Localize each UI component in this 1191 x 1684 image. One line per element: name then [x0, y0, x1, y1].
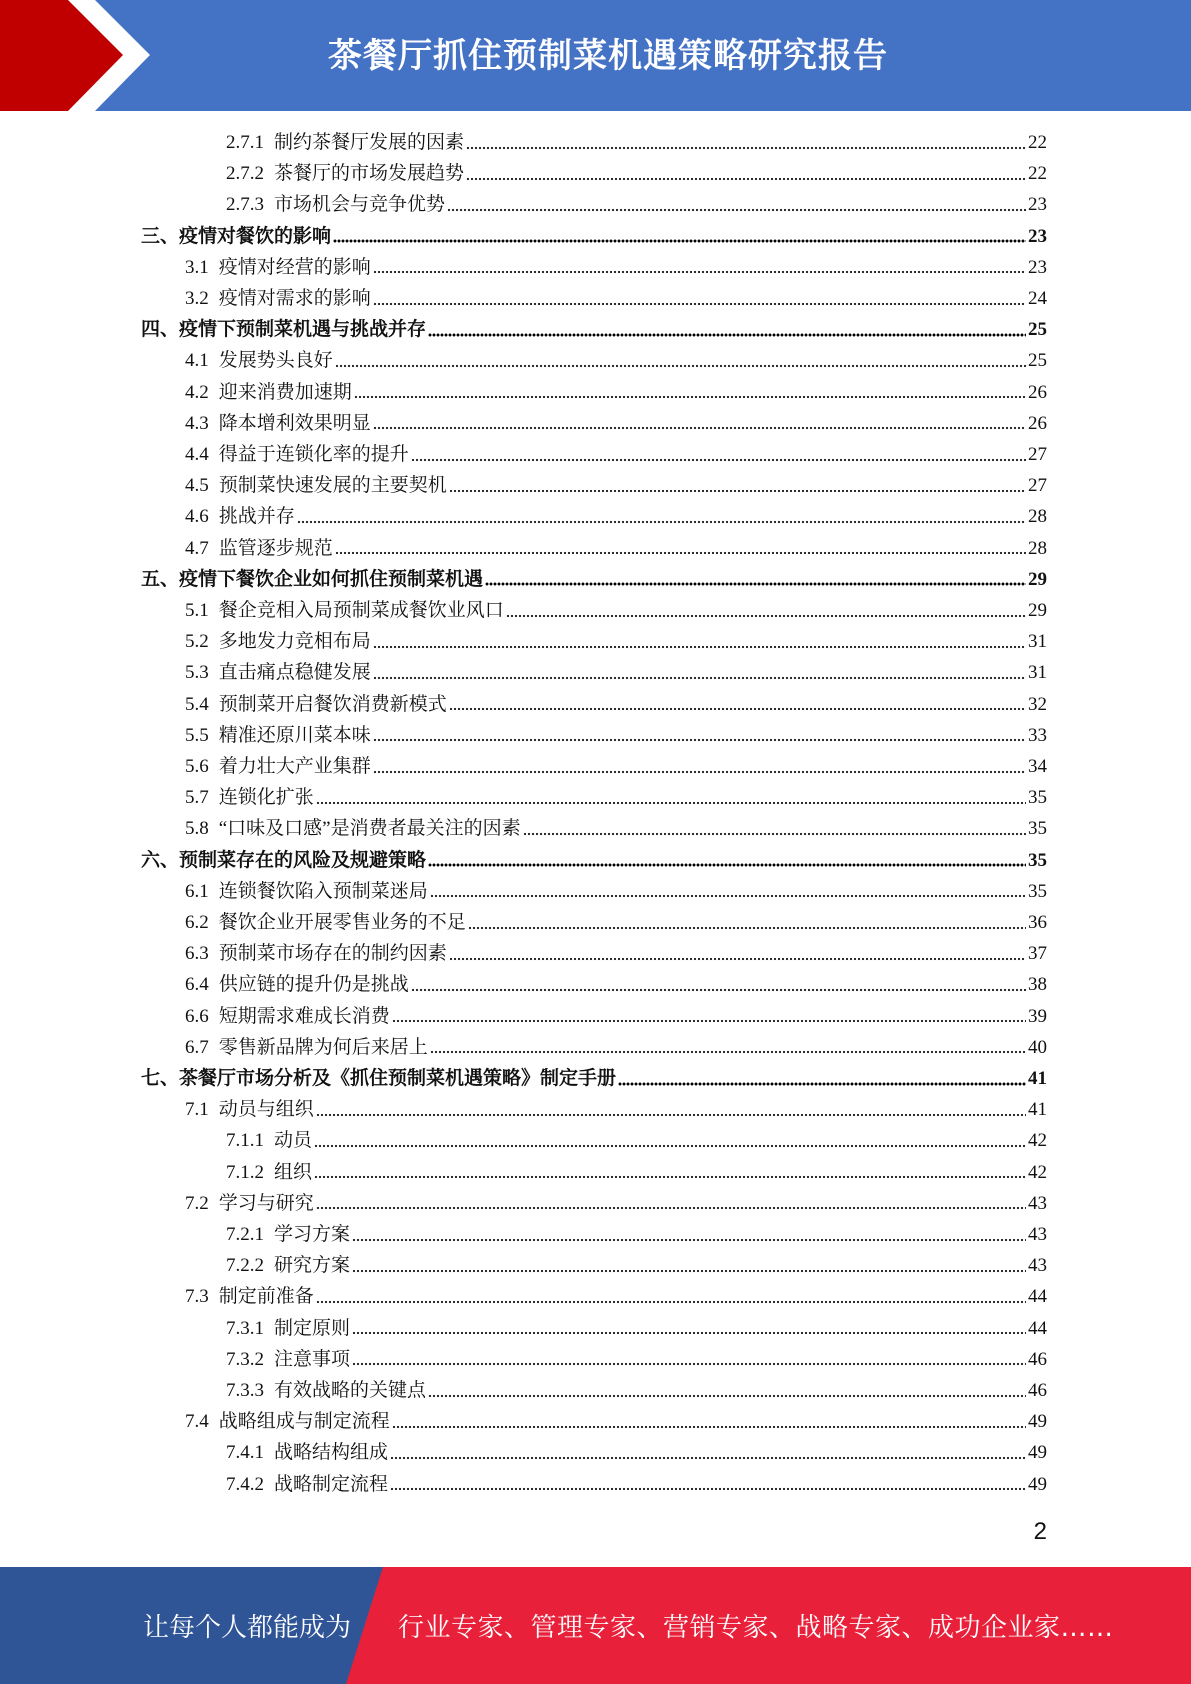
toc-entry-label: 疫情对需求的影响	[218, 288, 371, 309]
toc-entry-number: 6.2	[185, 912, 209, 933]
toc-dot-leader	[466, 146, 1026, 150]
toc-entry[interactable]	[185, 595, 1047, 626]
page-footer	[0, 1567, 1191, 1684]
toc-entry-number: 5.7	[185, 787, 209, 809]
toc-entry-label: 组织	[274, 1161, 313, 1183]
toc-entry-page: 23	[1028, 225, 1047, 247]
toc-entry[interactable]	[185, 876, 1047, 907]
toc-entry-number: 2.7.1	[226, 132, 264, 153]
toc-dot-leader	[335, 551, 1026, 555]
toc-entry[interactable]	[185, 626, 1047, 657]
toc-entry[interactable]	[185, 907, 1047, 938]
toc-entry-label: 精准还原川菜本味	[218, 724, 371, 746]
toc-entry-label: 制约茶餐厅发展的因素	[274, 132, 465, 153]
toc-entry[interactable]	[226, 127, 1047, 158]
toc-dot-leader	[314, 1144, 1026, 1148]
toc-entry-number: 3.1	[185, 256, 209, 278]
toc-entry-page: 35	[1028, 849, 1047, 871]
toc-entry-label: 战略结构组成	[274, 1442, 389, 1464]
toc-entry[interactable]	[226, 1375, 1047, 1406]
toc-entry-label: 预制菜开启餐饮消费新模式	[218, 693, 447, 715]
toc-entry-number: 四、	[141, 319, 180, 341]
toc-entry-label: 注意事项	[274, 1348, 351, 1370]
toc-entry-label: “口味及口感”是消费者最关注的因素	[218, 818, 521, 840]
toc-entry-number: 4.5	[185, 475, 209, 497]
toc-dot-leader	[449, 489, 1026, 493]
toc-entry[interactable]	[226, 1125, 1047, 1156]
toc-entry[interactable]	[185, 377, 1047, 408]
page-header	[0, 0, 1191, 111]
toc-entry-page: 25	[1028, 319, 1047, 341]
toc-entry[interactable]	[185, 1281, 1047, 1312]
toc-entry[interactable]	[226, 1219, 1047, 1250]
toc-dot-leader	[411, 458, 1026, 462]
toc-entry-label: 零售新品牌为何后来居上	[218, 1036, 428, 1058]
toc-entry-page: 28	[1028, 537, 1047, 559]
toc-entry-number: 7.1.1	[226, 1130, 264, 1152]
toc-entry-page: 26	[1028, 381, 1047, 403]
toc-entry-page: 31	[1028, 631, 1047, 653]
toc-entry-page: 24	[1028, 288, 1047, 309]
toc-entry-number: 4.6	[185, 506, 209, 528]
toc-entry-label: 战略组成与制定流程	[218, 1411, 390, 1433]
toc-entry-label: 迎来消费加速期	[218, 381, 352, 403]
toc-dot-leader	[354, 395, 1026, 399]
toc-dot-leader	[447, 208, 1026, 212]
toc-entry-page: 29	[1028, 568, 1047, 590]
toc-entry-number: 7.4.1	[226, 1442, 264, 1464]
toc-entry-number: 6.6	[185, 1005, 209, 1027]
toc-entry[interactable]	[141, 845, 1047, 876]
toc-entry-page: 35	[1028, 818, 1047, 840]
toc-entry-page: 35	[1028, 880, 1047, 902]
toc-entry[interactable]	[185, 689, 1047, 720]
toc-entry-page: 26	[1028, 412, 1047, 434]
toc-dot-leader	[373, 645, 1026, 649]
toc-entry[interactable]	[141, 564, 1047, 595]
toc-entry-page: 49	[1028, 1411, 1047, 1433]
toc-entry[interactable]	[185, 1094, 1047, 1125]
toc-entry-label: 预制菜快速发展的主要契机	[218, 475, 447, 497]
toc-entry-label: 动员与组织	[218, 1099, 314, 1121]
toc-entry-label: 有效战略的关键点	[274, 1380, 427, 1401]
toc-dot-leader	[392, 1425, 1026, 1429]
toc-entry-label: 战略制定流程	[274, 1473, 389, 1495]
toc-entry-page: 35	[1028, 787, 1047, 809]
toc-entry-number: 7.1	[185, 1099, 209, 1121]
toc-entry-number: 4.1	[185, 350, 209, 372]
toc-entry-page: 27	[1028, 475, 1047, 497]
toc-dot-leader	[373, 302, 1026, 306]
toc-dot-leader	[485, 582, 1026, 586]
toc-entry[interactable]	[185, 782, 1047, 813]
toc-entry-page: 23	[1028, 256, 1047, 278]
toc-entry-page: 28	[1028, 506, 1047, 528]
toc-entry-page: 43	[1028, 1255, 1047, 1277]
toc-entry-number: 7.3	[185, 1286, 209, 1308]
toc-entry-number: 三、	[141, 225, 180, 247]
toc-entry-number: 3.2	[185, 288, 209, 309]
toc-entry[interactable]	[141, 314, 1047, 345]
toc-dot-leader	[618, 1082, 1026, 1086]
toc-entry-page: 49	[1028, 1442, 1047, 1464]
toc-entry-label: 发展势头良好	[218, 350, 333, 372]
toc-entry-page: 27	[1028, 444, 1047, 465]
toc-entry-page: 42	[1028, 1130, 1047, 1152]
toc-entry-page: 39	[1028, 1005, 1047, 1027]
toc-entry-number: 4.2	[185, 381, 209, 403]
toc-entry-number: 5.2	[185, 631, 209, 653]
toc-entry-label: 学习方案	[274, 1224, 351, 1245]
toc-entry-label: 制定原则	[274, 1317, 351, 1339]
toc-entry[interactable]	[185, 813, 1047, 844]
toc-dot-leader	[373, 738, 1026, 742]
toc-dot-leader	[392, 1019, 1026, 1023]
toc-dot-leader	[506, 614, 1026, 618]
toc-entry-label: 连锁化扩张	[218, 787, 314, 809]
toc-entry-label: 得益于连锁化率的提升	[218, 444, 409, 465]
toc-dot-leader	[373, 676, 1026, 680]
toc-entry[interactable]	[226, 1250, 1047, 1281]
toc-entry-number: 7.2.2	[226, 1255, 264, 1277]
toc-entry-label: 供应链的提升仍是挑战	[218, 974, 409, 996]
toc-entry-label: 市场机会与竞争优势	[274, 194, 446, 216]
toc-entry-number: 5.6	[185, 756, 209, 777]
toc-entry[interactable]	[185, 1188, 1047, 1219]
toc-entry-label: 研究方案	[274, 1255, 351, 1277]
toc-entry-label: 短期需求难成长消费	[218, 1005, 390, 1027]
toc-entry[interactable]	[185, 657, 1047, 688]
toc-entry-number: 七、	[141, 1068, 180, 1089]
toc-dot-leader	[316, 801, 1026, 805]
footer-slogan-right: 行业专家、管理专家、营销专家、战略专家、成功企业家……	[398, 1613, 1114, 1643]
toc-entry-label: 餐企竞相入局预制菜成餐饮业风口	[218, 600, 504, 621]
toc-entry-label: 直击痛点稳健发展	[218, 662, 371, 684]
toc-dot-leader	[390, 1487, 1026, 1491]
toc-entry[interactable]	[185, 501, 1047, 532]
toc-entry[interactable]	[141, 1063, 1047, 1094]
toc-entry[interactable]	[226, 1344, 1047, 1375]
toc-dot-leader	[352, 1331, 1026, 1335]
toc-entry-label: 制定前准备	[218, 1286, 314, 1308]
toc-entry-label: 预制菜市场存在的制约因素	[218, 943, 447, 965]
toc-entry-page: 33	[1028, 724, 1047, 746]
page-number: 2	[1033, 1518, 1047, 1545]
toc-dot-leader	[314, 1175, 1026, 1179]
toc-entry[interactable]	[185, 969, 1047, 1000]
toc-entry-page: 44	[1028, 1317, 1047, 1339]
toc-entry-page: 41	[1028, 1068, 1047, 1089]
toc-entry-label: 挑战并存	[218, 506, 295, 528]
toc-entry[interactable]	[226, 158, 1047, 189]
toc-dot-leader	[352, 1238, 1026, 1242]
toc-entry-number: 7.2.1	[226, 1224, 264, 1245]
toc-dot-leader	[297, 520, 1026, 524]
toc-entry-number: 7.3.3	[226, 1380, 264, 1401]
toc-dot-leader	[316, 1206, 1026, 1210]
toc-entry-label: 疫情下餐饮企业如何抓住预制菜机遇	[179, 568, 484, 590]
toc-entry[interactable]	[185, 1001, 1047, 1032]
toc-entry[interactable]	[226, 189, 1047, 220]
toc-entry-number: 4.3	[185, 412, 209, 434]
toc-entry[interactable]	[185, 938, 1047, 969]
toc-entry-label: 茶餐厅的市场发展趋势	[274, 163, 465, 185]
toc-entry[interactable]	[185, 751, 1047, 782]
toc-entry[interactable]	[185, 283, 1047, 314]
toc-entry-number: 7.4	[185, 1411, 209, 1433]
toc-dot-leader	[352, 1362, 1026, 1366]
toc-entry-label: 疫情对经营的影响	[218, 256, 371, 278]
toc-dot-leader	[316, 1300, 1026, 1304]
toc-dot-leader	[411, 988, 1026, 992]
toc-entry-number: 5.4	[185, 693, 209, 715]
toc-entry-page: 29	[1028, 600, 1047, 621]
toc-entry-number: 5.1	[185, 600, 209, 621]
toc-entry-page: 37	[1028, 943, 1047, 965]
toc-entry[interactable]	[226, 1157, 1047, 1188]
toc-entry-page: 31	[1028, 662, 1047, 684]
toc-dot-leader	[428, 1394, 1026, 1398]
toc-dot-leader	[428, 333, 1026, 337]
toc-entry-page: 46	[1028, 1348, 1047, 1370]
toc-entry-number: 4.7	[185, 537, 209, 559]
toc-dot-leader	[428, 863, 1026, 867]
toc-entry-page: 44	[1028, 1286, 1047, 1308]
toc-dot-leader	[468, 926, 1026, 930]
toc-entry-number: 7.3.2	[226, 1348, 264, 1370]
toc-dot-leader	[466, 177, 1026, 181]
toc-entry-label: 着力壮大产业集群	[218, 756, 371, 777]
toc-entry-label: 预制菜存在的风险及规避策略	[179, 849, 427, 871]
toc-entry[interactable]	[185, 1032, 1047, 1063]
toc-entry[interactable]	[185, 533, 1047, 564]
toc-entry-label: 茶餐厅市场分析及《抓住预制菜机遇策略》制定手册	[179, 1068, 617, 1089]
toc-entry-page: 36	[1028, 912, 1047, 933]
toc-entry-label: 连锁餐饮陷入预制菜迷局	[218, 880, 428, 902]
toc-entry-page: 43	[1028, 1192, 1047, 1214]
toc-dot-leader	[352, 1269, 1026, 1273]
toc-dot-leader	[390, 1456, 1026, 1460]
toc-entry-number: 5.3	[185, 662, 209, 684]
toc-entry-number: 7.3.1	[226, 1317, 264, 1339]
toc-dot-leader	[430, 1050, 1026, 1054]
toc-dot-leader	[523, 832, 1026, 836]
toc-entry[interactable]	[185, 345, 1047, 376]
toc-entry[interactable]	[226, 1437, 1047, 1468]
toc-entry-number: 五、	[141, 568, 180, 590]
toc-entry-number: 六、	[141, 849, 180, 871]
toc-dot-leader	[316, 1113, 1026, 1117]
toc-entry-page: 41	[1028, 1099, 1047, 1121]
toc-entry[interactable]	[141, 221, 1047, 252]
toc-entry-number: 2.7.2	[226, 163, 264, 185]
toc-dot-leader	[449, 957, 1026, 961]
toc-entry-page: 34	[1028, 756, 1047, 777]
toc-entry[interactable]	[185, 408, 1047, 439]
toc-entry-number: 7.1.2	[226, 1161, 264, 1183]
toc-entry-page: 22	[1028, 132, 1047, 153]
toc-entry-label: 疫情下预制菜机遇与挑战并存	[179, 319, 427, 341]
toc-dot-leader	[449, 707, 1026, 711]
toc-entry-label: 降本增利效果明显	[218, 412, 371, 434]
toc-entry-number: 6.4	[185, 974, 209, 996]
toc-entry-number: 2.7.3	[226, 194, 264, 216]
toc-entry[interactable]	[185, 439, 1047, 470]
toc-entry-label: 疫情对餐饮的影响	[179, 225, 332, 247]
toc-entry[interactable]	[185, 252, 1047, 283]
toc-entry[interactable]	[185, 1406, 1047, 1437]
toc-dot-leader	[430, 894, 1026, 898]
toc-entry-number: 5.5	[185, 724, 209, 746]
toc-entry-page: 42	[1028, 1161, 1047, 1183]
footer-slogan-left: 让每个人都能成为	[143, 1613, 352, 1643]
toc-dot-leader	[335, 364, 1026, 368]
toc-entry-page: 43	[1028, 1224, 1047, 1245]
toc-entry-page: 32	[1028, 693, 1047, 715]
toc-entry-page: 49	[1028, 1473, 1047, 1495]
toc-entry[interactable]	[185, 470, 1047, 501]
toc-entry-number: 7.2	[185, 1192, 209, 1214]
toc-entry-number: 6.1	[185, 880, 209, 902]
toc-entry-page: 40	[1028, 1036, 1047, 1058]
toc-entry-number: 6.3	[185, 943, 209, 965]
toc-entry[interactable]	[226, 1313, 1047, 1344]
toc-entry-label: 学习与研究	[218, 1192, 314, 1214]
toc-entry-label: 监管逐步规范	[218, 537, 333, 559]
toc-dot-leader	[333, 239, 1026, 243]
toc-entry[interactable]	[185, 720, 1047, 751]
toc-dot-leader	[373, 270, 1026, 274]
toc-entry-page: 46	[1028, 1380, 1047, 1401]
toc-dot-leader	[373, 770, 1026, 774]
toc-entry-page: 22	[1028, 163, 1047, 185]
toc-entry-label: 餐饮企业开展零售业务的不足	[218, 912, 466, 933]
toc-entry-page: 38	[1028, 974, 1047, 996]
toc-entry-label: 动员	[274, 1130, 313, 1152]
toc-entry-number: 4.4	[185, 444, 209, 465]
toc-entry[interactable]	[226, 1469, 1047, 1500]
toc-entry-label: 多地发力竞相布局	[218, 631, 371, 653]
toc-entry-number: 6.7	[185, 1036, 209, 1058]
toc-entry-number: 7.4.2	[226, 1473, 264, 1495]
toc-dot-leader	[373, 426, 1026, 430]
toc-entry-number: 5.8	[185, 818, 209, 840]
report-title: 茶餐厅抓住预制菜机遇策略研究报告	[328, 36, 888, 76]
toc-entry-page: 23	[1028, 194, 1047, 216]
toc-entry-page: 25	[1028, 350, 1047, 372]
